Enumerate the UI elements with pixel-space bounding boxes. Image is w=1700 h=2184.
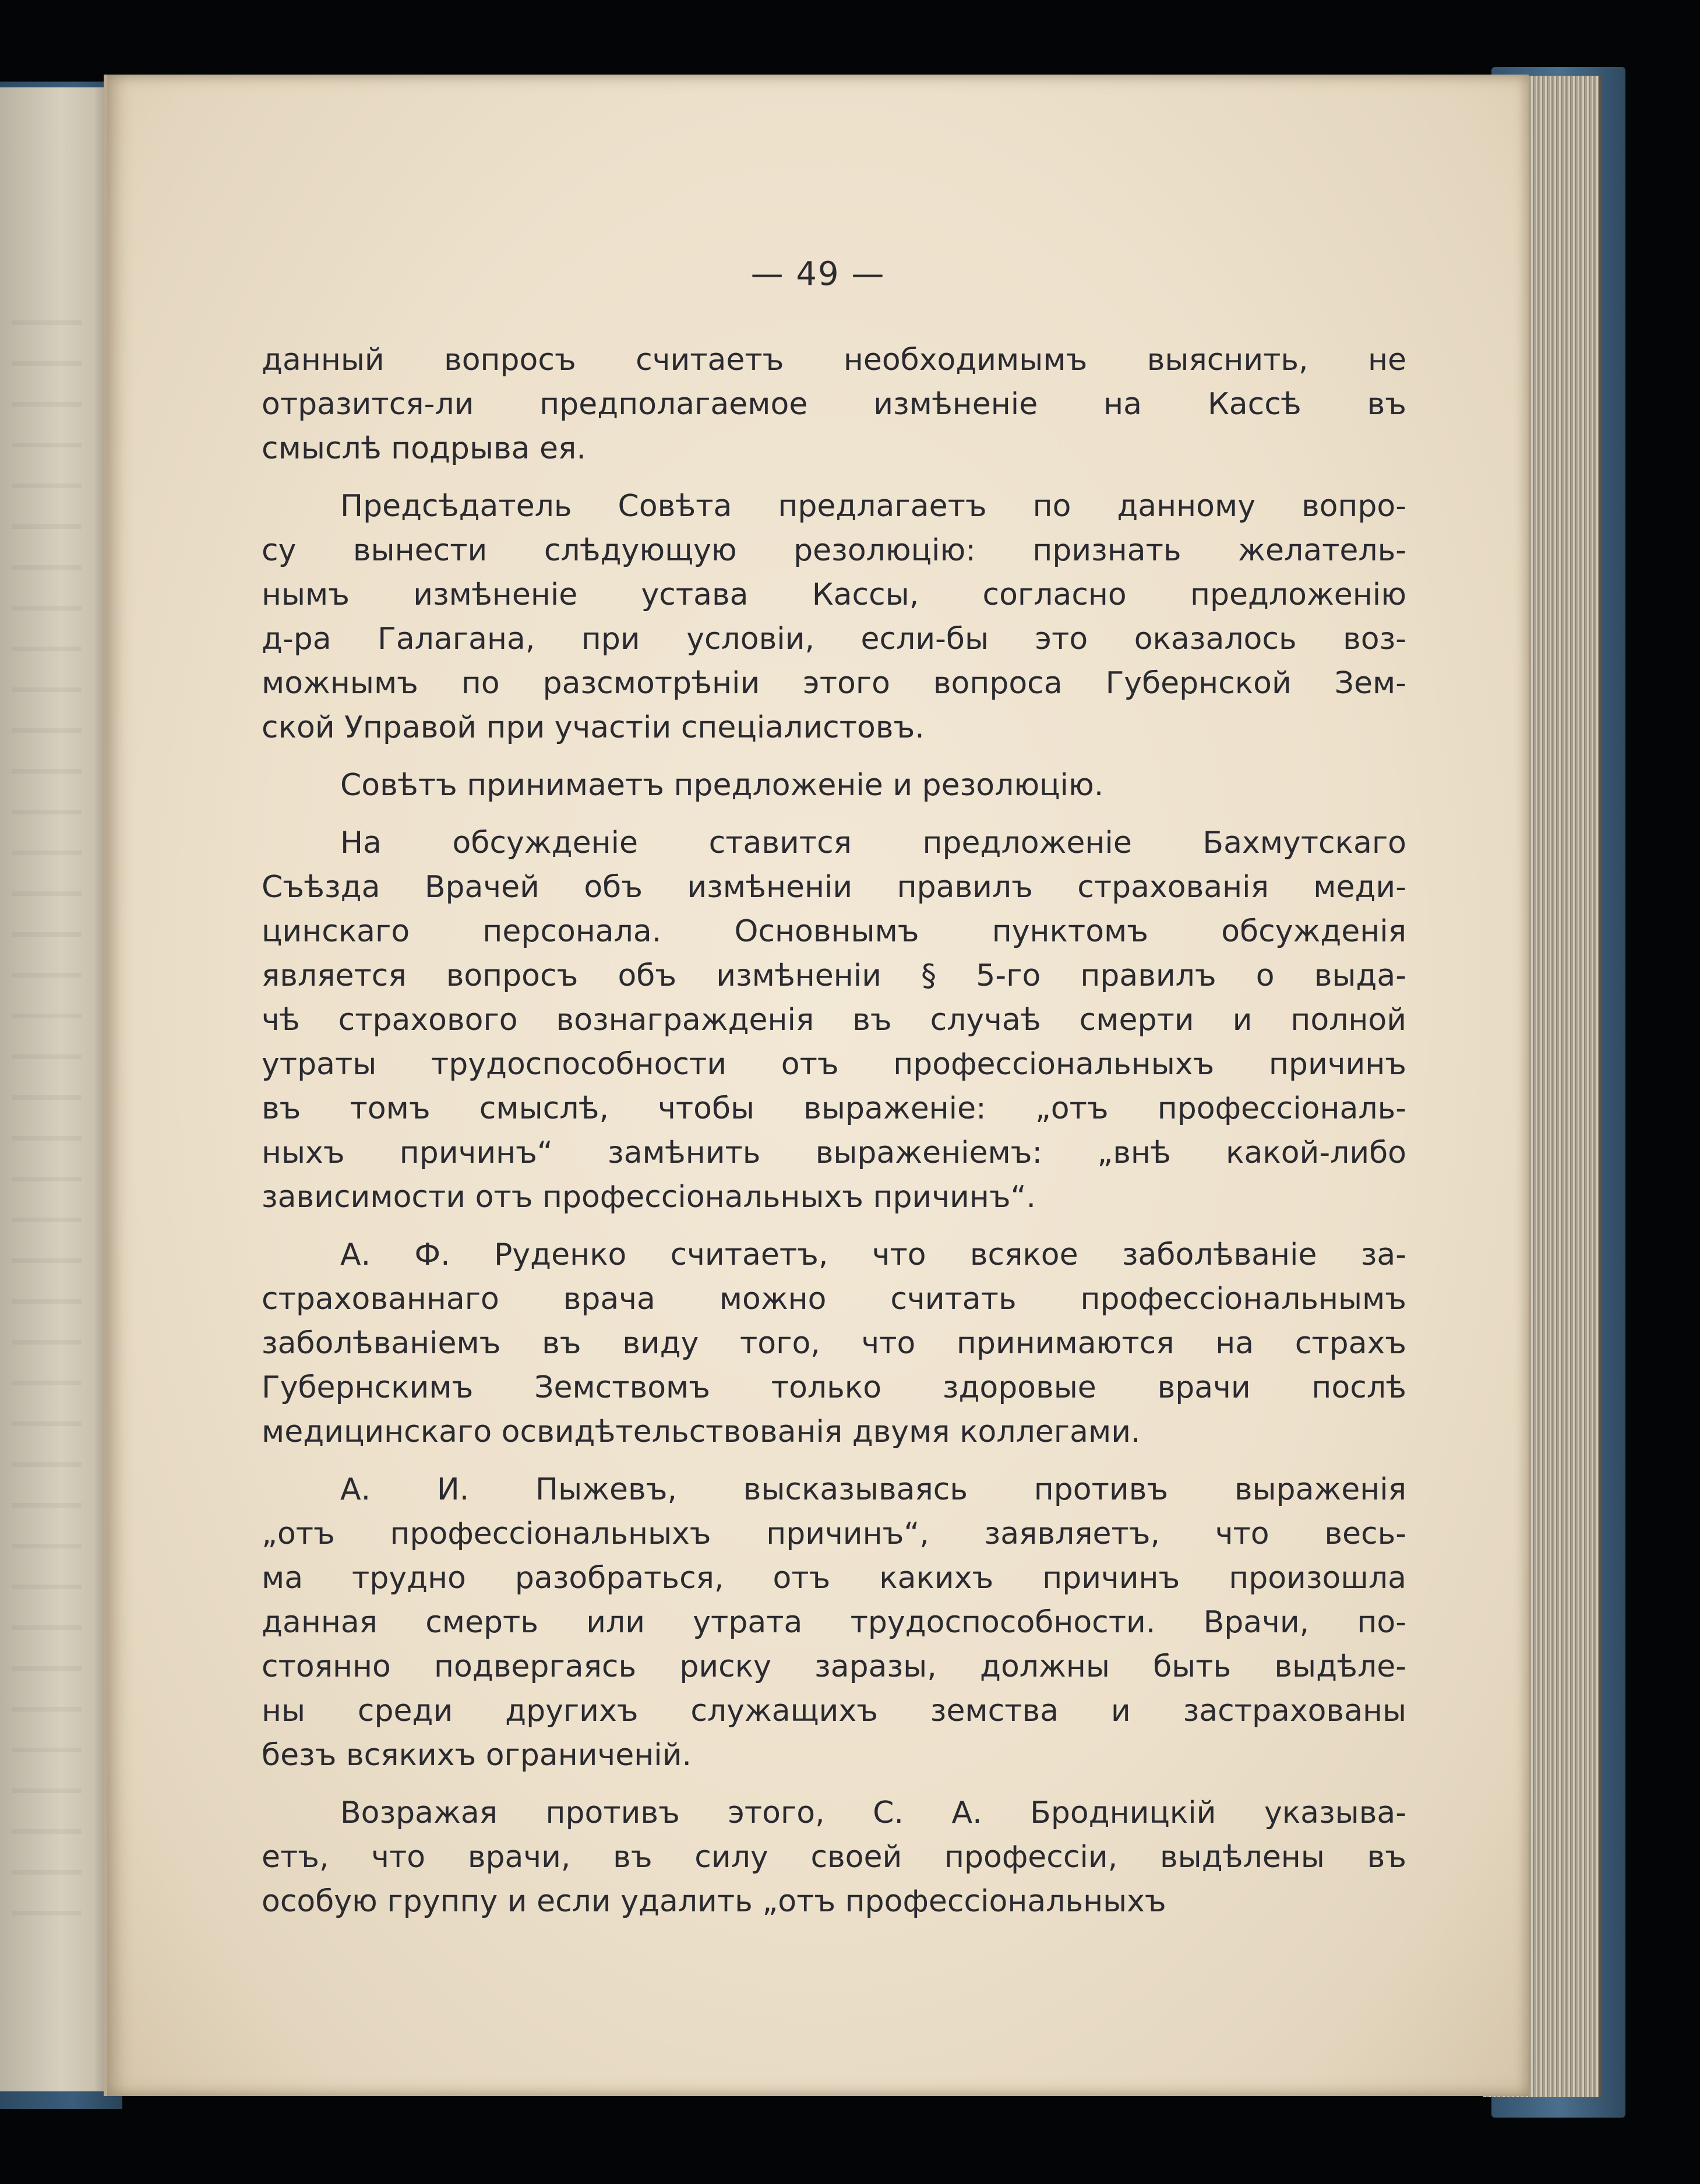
page-text bbox=[262, 338, 1406, 1924]
left-page-texture bbox=[12, 320, 82, 1952]
text-line: А. Ф. Руденко считаетъ, что всякое заболѣваніе за- bbox=[340, 1237, 1406, 1272]
paragraph bbox=[262, 821, 1406, 1219]
text-line: На обсужденіе ставится предложеніе Бахмутскаго bbox=[340, 825, 1406, 860]
text-line: заболѣваніемъ въ виду того, что принимаются на страхъ bbox=[262, 1326, 1406, 1361]
text-line: ныхъ причинъ“ замѣнить выраженіемъ: „внѣ какой-либо bbox=[262, 1135, 1406, 1170]
text-line: стоянно подвергаясь риску заразы, должны быть выдѣле- bbox=[262, 1649, 1406, 1684]
text-line: можнымъ по разсмотрѣніи этого вопроса Губернской Зем- bbox=[262, 666, 1406, 701]
text-line: является вопросъ объ измѣненіи § 5-го правилъ о выда- bbox=[262, 958, 1406, 993]
text-line: ма трудно разобраться, отъ какихъ причинъ произошла bbox=[262, 1561, 1406, 1596]
text-line: „отъ профессіональныхъ причинъ“, заявляетъ, что весь- bbox=[262, 1516, 1406, 1551]
text-line: ны среди другихъ служащихъ земства и застрахованы bbox=[262, 1693, 1406, 1728]
text-line: чѣ страхового вознагражденія въ случаѣ смерти и полной bbox=[262, 1003, 1406, 1038]
text-line: медицинскаго освидѣтельствованія двумя коллегами. bbox=[262, 1414, 1141, 1449]
text-line: отразится-ли предполагаемое измѣненіе на Кассѣ въ bbox=[262, 387, 1406, 422]
text-line: су вынести слѣдующую резолюцію: признать желатель- bbox=[262, 533, 1406, 568]
paragraph bbox=[262, 1233, 1406, 1454]
text-line: данный вопросъ считаетъ необходимымъ выяснить, не bbox=[262, 343, 1406, 377]
text-line: особую группу и если удалить „отъ профессіональныхъ bbox=[262, 1884, 1166, 1919]
text-line: страхованнаго врача можно считать профессіональнымъ bbox=[262, 1282, 1406, 1317]
page-number: — 49 — bbox=[750, 255, 886, 293]
text-line: д-ра Галагана, при условіи, если-бы это оказалось воз- bbox=[262, 622, 1406, 657]
text-line: Съѣзда Врачей объ измѣненіи правилъ страхованія меди- bbox=[262, 870, 1406, 905]
text-line: утраты трудоспособности отъ профессіональныхъ причинъ bbox=[262, 1047, 1406, 1082]
paragraph bbox=[262, 763, 1406, 807]
text-line: безъ всякихъ ограниченій. bbox=[262, 1738, 692, 1773]
text-line: нымъ измѣненіе устава Кассы, согласно предложенію bbox=[262, 577, 1406, 612]
text-line: въ томъ смыслѣ, чтобы выраженіе: „отъ профессіональ- bbox=[262, 1091, 1406, 1126]
text-line: етъ, что врачи, въ силу своей профессіи, выдѣлены въ bbox=[262, 1840, 1406, 1875]
text-line: Предсѣдатель Совѣта предлагаетъ по данному вопро- bbox=[340, 489, 1406, 524]
paragraph bbox=[262, 338, 1406, 471]
text-line: ской Управой при участіи спеціалистовъ. bbox=[262, 710, 925, 745]
text-line: А. И. Пыжевъ, высказываясь противъ выраженія bbox=[340, 1472, 1406, 1507]
paragraph bbox=[262, 1791, 1406, 1924]
text-line: смыслѣ подрыва ея. bbox=[262, 431, 586, 466]
text-line: данная смерть или утрата трудоспособности. Врачи, по- bbox=[262, 1605, 1406, 1640]
left-page-edge bbox=[0, 87, 112, 2091]
text-line: Возражая противъ этого, С. А. Бродницкій указыва- bbox=[340, 1795, 1406, 1830]
paragraph bbox=[262, 1467, 1406, 1777]
book-page bbox=[104, 75, 1529, 2096]
text-line: цинскаго персонала. Основнымъ пунктомъ обсужденія bbox=[262, 914, 1406, 949]
text-line: Губернскимъ Земствомъ только здоровые врачи послѣ bbox=[262, 1370, 1406, 1405]
text-line: Совѣтъ принимаетъ предложеніе и резолюцію. bbox=[340, 768, 1104, 803]
paragraph bbox=[262, 484, 1406, 750]
text-line: зависимости отъ профессіональныхъ причинъ“. bbox=[262, 1180, 1036, 1215]
